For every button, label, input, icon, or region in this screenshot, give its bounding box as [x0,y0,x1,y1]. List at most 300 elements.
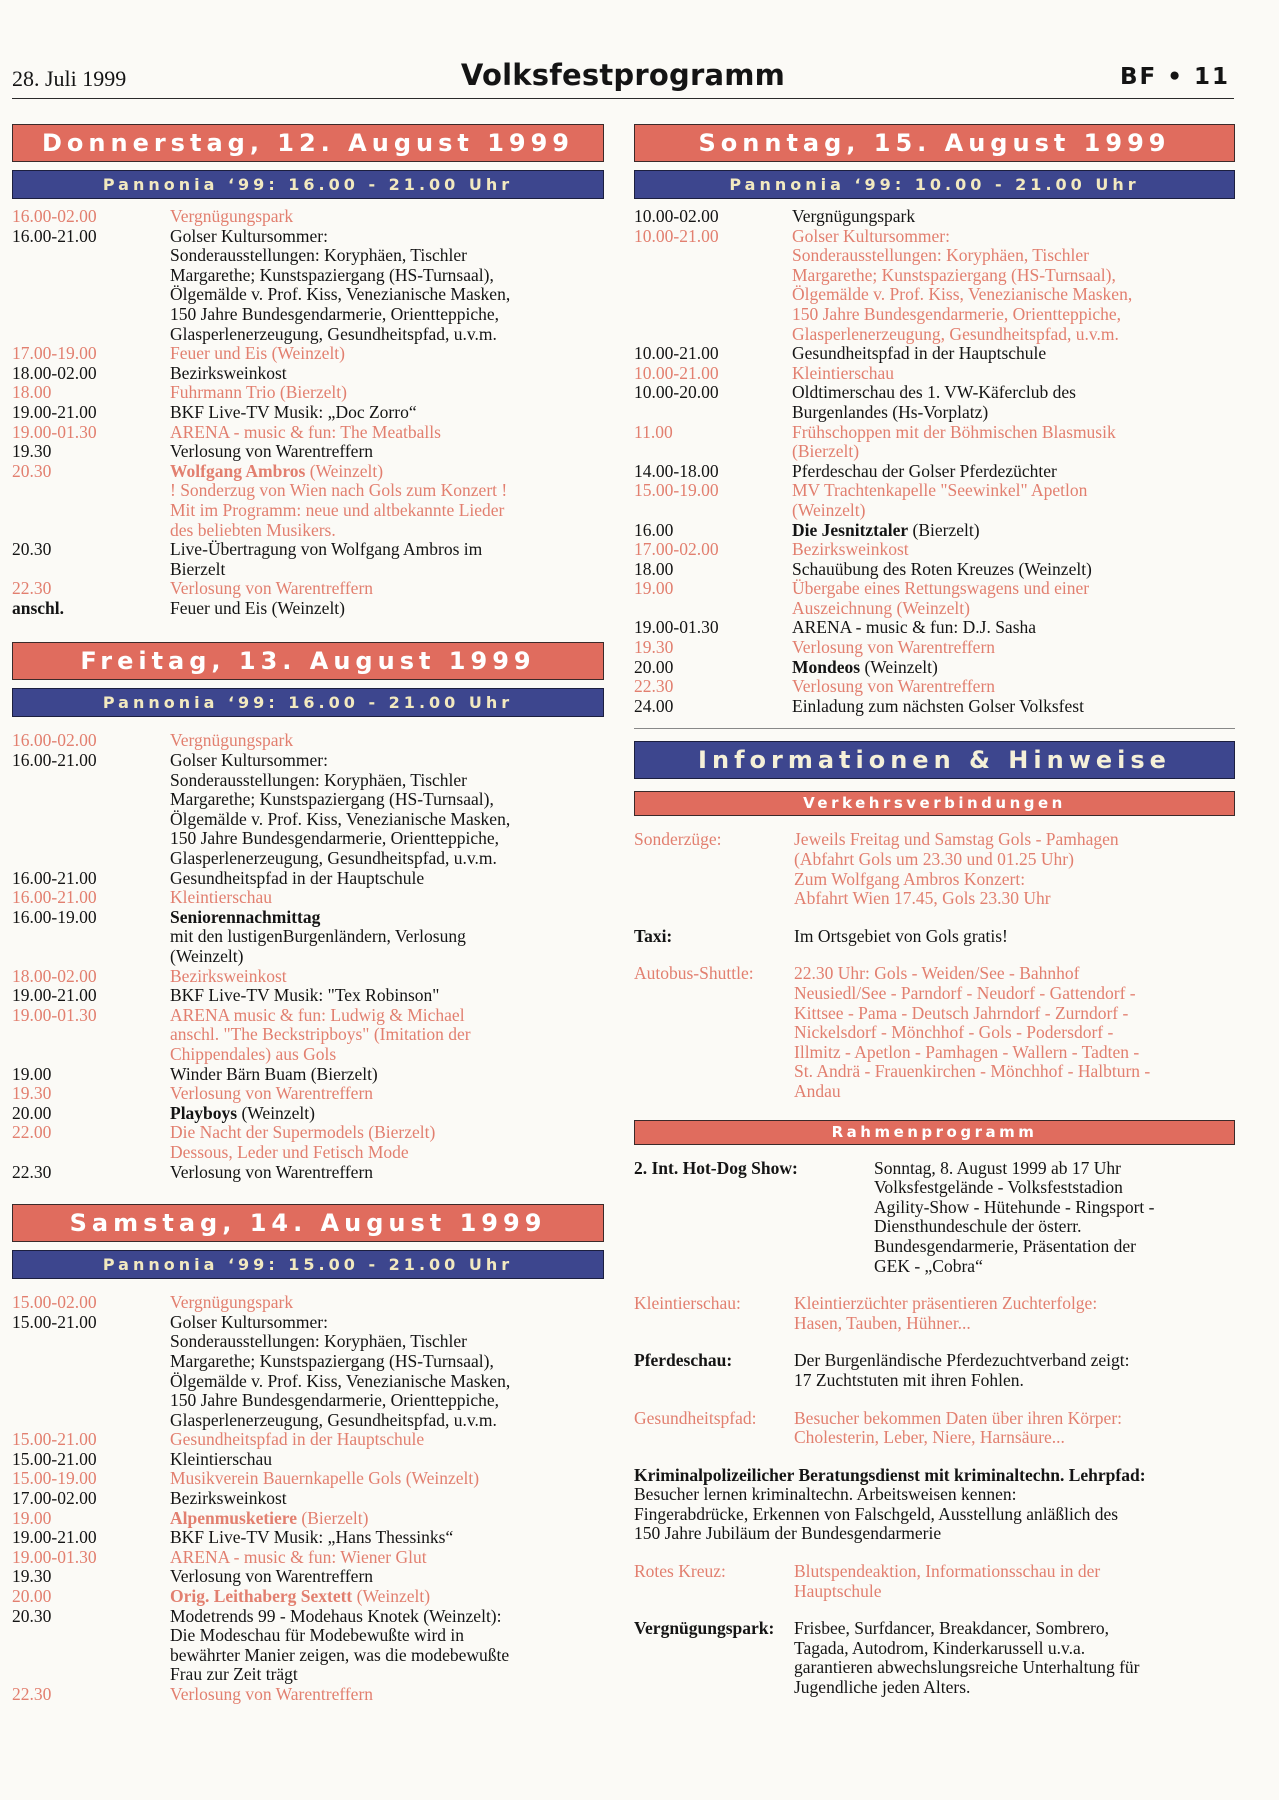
pferdeschau [634,1351,1235,1390]
event-time: 10.00-02.00 [634,206,719,226]
event-time: 14.00-18.00 [634,460,719,481]
event-time: 11.00 [634,421,673,442]
text-line: Gesundheitspfad in der Hauptschule [170,867,425,888]
verkehr-list [634,830,1235,1101]
text-line: (Bierzelt) [792,441,860,462]
text-line: Glasperlenerzeugung, Gesundheitspfad, u.v.m. [170,323,497,344]
event-description [792,344,1235,364]
event-row [12,462,604,540]
text-line: Nickelsdorf - Mönchhof - Gols - Podersdorf - [794,1022,1114,1043]
hotdog-text [874,1159,1154,1277]
text-line: ARENA - music & fun: The Meatballs [170,421,441,442]
text-line: Verlosung von Warentreffern [170,1566,374,1587]
text-line: Frühschoppen mit der Böhmischen Blasmusik [792,421,1116,442]
text-line: Glasperlenerzeugung, Gesundheitspfad, u.v.m. [170,1409,497,1430]
event-description [792,579,1235,618]
text-line: Orig. Leithaberg Sextett (Weinzelt) [170,1586,431,1607]
text-line: Frisbee, Surfdancer, Breakdancer, Sombrero, [794,1618,1109,1639]
text-line: Ölgemälde v. Prof. Kiss, Venezianische Masken, [792,284,1133,305]
kripo-title: Kriminalpolizeilicher Beratungsdienst mit kriminaltechn. Lehrpfad: [634,1464,1146,1485]
pannonia-hours: Pannonia ‘99: 16.00 - 21.00 Uhr [12,170,604,199]
text-line: Die Jesnitztaler (Bierzelt) [792,519,980,540]
day-section-freitag [12,642,604,1182]
pferde-text [794,1351,1129,1390]
event-time: 16.00-21.00 [12,750,97,771]
text-line: St. Andrä - Frauenkirchen - Mönchhof - Halbturn - [794,1061,1151,1082]
event-row [12,1006,604,1065]
text-line: Feuer und Eis (Weinzelt) [170,597,345,618]
event-time: 15.00-21.00 [12,1311,97,1332]
text-line: Zum Wolfgang Ambros Konzert: [794,868,1026,889]
pannonia-hours: Pannonia ‘99: 16.00 - 21.00 Uhr [12,688,604,717]
event-description [170,442,604,462]
kripo-text [634,1485,1235,1544]
event-time: 19.30 [12,1566,52,1587]
event-time: 22.30 [634,676,674,697]
event-time: 20.00 [12,1586,52,1607]
text-line: Fingerabdrücke, Erkennen von Falschgeld, Ausstellung anläßlich des [634,1503,1119,1524]
event-row [634,677,1235,697]
text-line: Golser Kultursommer: [170,1311,328,1332]
event-time: 15.00-21.00 [12,1448,97,1469]
text-line: Seniorennachmittag [170,906,321,927]
text-line: (Weinzelt) [170,946,244,966]
event-time: 15.00-21.00 [12,1429,97,1450]
event-description [170,1509,604,1529]
text-line: 150 Jahre Bundesgendarmerie, Orientteppiche, [170,828,499,849]
event-time: 10.00-21.00 [634,225,719,246]
text-line: Andau [794,1080,841,1101]
event-description [792,540,1235,560]
text-line: Auszeichnung (Weinzelt) [792,597,970,618]
text-line: Verlosung von Warentreffern [170,1684,374,1704]
rotes-kreuz [634,1562,1235,1601]
event-time: 19.00 [12,1063,52,1084]
kleintier-text [794,1294,1097,1333]
event-time: 19.00-01.30 [634,617,719,638]
day-banner: Samstag, 14. August 1999 [12,1204,604,1242]
event-row [634,207,1235,227]
day-banner: Sonntag, 15. August 1999 [634,124,1235,162]
event-row [12,986,604,1006]
event-row [12,1587,604,1607]
gesundheitspfad [634,1409,1235,1448]
event-time: 20.30 [12,460,52,481]
event-row [12,1567,604,1587]
event-row [634,227,1235,345]
page-number: BF • 11 [1120,64,1230,90]
day-banner: Donnerstag, 12. August 1999 [12,124,604,162]
event-description [170,1065,604,1085]
text-line: ARENA - music & fun: Wiener Glut [170,1546,427,1567]
event-description [170,908,604,967]
text-line: Sonderausstellungen: Koryphäen, Tischler [170,769,467,790]
text-line: Bierzelt [170,558,226,579]
event-time: 16.00-19.00 [12,906,97,927]
text-line: Musikverein Bauernkapelle Gols (Weinzelt) [170,1468,480,1489]
event-description [170,1469,604,1489]
event-description [170,344,604,364]
text-line: Golser Kultursommer: [170,225,328,246]
text-line: Feuer und Eis (Weinzelt) [170,343,345,364]
event-description [170,207,604,227]
event-time: 10.00-20.00 [634,382,719,403]
event-time: 18.00-02.00 [12,362,97,383]
event-row [634,481,1235,520]
text-line: mit den lustigenBurgenländern, Verlosung [170,926,466,947]
page-header [12,58,1234,99]
event-description [170,1293,604,1313]
text-line: BKF Live-TV Musik: "Tex Robinson" [170,985,440,1006]
text-line: Bezirksweinkost [170,965,287,986]
text-line: Golser Kultursommer: [792,225,950,246]
event-row [12,1313,604,1431]
text-line: Mit im Programm: neue und altbekannte Lieder [170,499,505,520]
event-row [12,908,604,967]
gesundheit-label: Gesundheitspfad: [634,1407,757,1428]
event-row [12,1509,604,1529]
text-line: bewährter Manier zeigen, was die modebewußte [170,1644,510,1665]
left-column [12,124,604,1705]
event-row [12,888,604,908]
text-line: Dessous, Leder und Fetisch Mode [170,1141,409,1162]
text-line: 150 Jahre Bundesgendarmerie, Orientteppiche, [170,303,499,324]
event-row [634,462,1235,482]
event-row [12,1104,604,1124]
text-line: (Weinzelt) [792,499,866,520]
kripo-block [634,1466,1235,1544]
vergnuegungspark [634,1619,1235,1697]
text-line: Ölgemälde v. Prof. Kiss, Venezianische Masken, [170,284,511,305]
event-row [12,1607,604,1685]
pannonia-hours: Pannonia ‘99: 15.00 - 21.00 Uhr [12,1250,604,1279]
event-row [12,1084,604,1104]
event-description [170,599,604,619]
text-line: Schauübung des Roten Kreuzes (Weinzelt) [792,558,1092,579]
event-time: 15.00-19.00 [12,1468,97,1489]
event-description [170,888,604,908]
text-line: ARENA - music & fun: D.J. Sasha [792,617,1037,638]
text-line: (Abfahrt Gols um 23.30 und 01.25 Uhr) [794,849,1074,870]
event-description [792,677,1235,697]
event-description [792,658,1235,678]
text-line: Bezirksweinkost [792,539,909,560]
text-line: Kleintierzüchter präsentieren Zuchterfolge: [794,1293,1098,1314]
day-section-samstag [12,1204,604,1704]
day-section-donnerstag [12,124,604,618]
text-line: Sonderausstellungen: Koryphäen, Tischler [170,245,467,266]
event-row [12,967,604,987]
event-description [170,1163,604,1183]
event-row [12,1163,604,1183]
event-row [12,1528,604,1548]
event-list [634,207,1235,716]
text-line: Neusiedl/See - Parndorf - Neudorf - Gattendorf - [794,983,1136,1003]
event-description [792,383,1235,422]
event-time: 15.00-19.00 [634,480,719,501]
event-row [12,1489,604,1509]
event-time: 19.00-01.30 [12,1546,97,1567]
text-line: Chippendales) aus Gols [170,1043,337,1064]
vergnuegung-label: Vergnügungspark: [634,1618,775,1639]
event-description [792,364,1235,384]
event-row [634,658,1235,678]
text-line: Playboys (Weinzelt) [170,1102,315,1123]
event-list [12,1293,604,1704]
event-time: 19.30 [12,1083,52,1104]
day-section-sonntag [634,124,1235,716]
event-row [12,1685,604,1705]
text-line: Der Burgenländische Pferdezuchtverband zeigt: [794,1350,1130,1371]
text-line: Übergabe eines Rettungswagens und einer [792,578,1090,599]
text-line: Illmitz - Apetlon - Pamhagen - Wallern - Tadten - [794,1041,1140,1062]
verkehr-row [634,964,1235,1101]
event-row [634,383,1235,422]
event-description [170,1528,604,1548]
event-description [170,1489,604,1509]
kleintierschau [634,1294,1235,1333]
text-line: ! Sonderzug von Wien nach Gols zum Konzert ! [170,480,508,501]
event-row [12,344,604,364]
text-line: Winder Bärn Buam (Bierzelt) [170,1063,378,1084]
event-row [12,751,604,869]
event-row [634,638,1235,658]
event-time: 20.00 [634,656,674,677]
text-line: Cholesterin, Leber, Niere, Harnsäure... [794,1427,1065,1448]
event-description [170,967,604,987]
event-description [792,560,1235,580]
day-banner: Freitag, 13. August 1999 [12,642,604,680]
event-list [12,207,604,618]
rahmen-banner: Rahmenprogramm [634,1120,1235,1145]
text-line: ARENA music & fun: Ludwig & Michael [170,1004,465,1025]
event-row [634,344,1235,364]
event-row [12,1469,604,1489]
text-line: Glasperlenerzeugung, Gesundheitspfad, u.v.m. [170,848,497,869]
text-line: Besucher bekommen Daten über ihren Körper: [794,1407,1123,1428]
event-time: 16.00-02.00 [12,730,97,751]
text-line: Besucher lernen kriminaltechn. Arbeitsweisen kennen: [634,1484,1017,1505]
event-description [170,1587,604,1607]
text-line: garantieren abwechslungsreiche Unterhaltung für [794,1657,1140,1678]
event-description [792,423,1235,462]
verkehr-text [794,927,1008,947]
event-row [12,423,604,443]
event-row [634,697,1235,717]
text-line: Burgenlandes (Hs-Vorplatz) [792,401,989,422]
event-time: 19.00-01.30 [12,421,97,442]
event-time: 22.00 [12,1122,52,1143]
verkehr-text [794,830,1119,908]
text-line: Verlosung von Warentreffern [170,441,374,462]
text-line: Kleintierschau [170,1448,273,1469]
text-line: Verlosung von Warentreffern [170,1083,374,1104]
section-divider [634,728,1235,729]
event-row [12,599,604,619]
event-time: 20.00 [12,1102,52,1123]
text-line: 150 Jahre Bundesgendarmerie, Orientteppiche, [792,303,1121,324]
text-line: Verlosung von Warentreffern [792,676,996,697]
text-line: Margarethe; Kunstspaziergang (HS-Turnsaal), [170,1350,494,1371]
event-row [12,579,604,599]
text-line: 22.30 Uhr: Gols - Weiden/See - Bahnhof [794,963,1080,984]
text-line: anschl. "The Beckstripboys" (Imitation der [170,1024,471,1045]
hotdog-show [634,1159,1235,1277]
event-description [170,1450,604,1470]
event-time: 19.00-21.00 [12,401,97,422]
text-line: Kleintierschau [170,887,273,908]
text-line: Glasperlenerzeugung, Gesundheitspfad, u.v.m. [792,323,1119,344]
event-time: 17.00-02.00 [634,539,719,560]
text-line: Bezirksweinkost [170,362,287,383]
event-time: 16.00 [634,519,674,540]
text-line: Margarethe; Kunstspaziergang (HS-Turnsaal), [170,264,494,285]
text-line: Agility-Show - Hütehunde - Ringsport - [874,1196,1155,1217]
event-row [12,227,604,345]
event-description [170,1313,604,1431]
verkehr-label: Autobus-Shuttle: [634,963,754,984]
event-time: 16.00-21.00 [12,887,97,908]
text-line: Vergnügungspark [170,206,294,226]
event-row [12,1293,604,1313]
text-line: Jeweils Freitag und Samstag Gols - Pamhagen [794,829,1119,850]
event-row [634,521,1235,541]
event-description [170,731,604,751]
text-line: Pferdeschau der Golser Pferdezüchter [792,460,1057,481]
event-time: 19.00 [634,578,674,599]
event-description [170,1006,604,1065]
event-row [634,560,1235,580]
event-row [12,1065,604,1085]
text-line: Oldtimerschau des 1. VW-Käferclub des [792,382,1076,403]
event-description [792,618,1235,638]
text-line: BKF Live-TV Musik: „Doc Zorro“ [170,401,417,422]
text-line: Einladung zum nächsten Golser Volksfest [792,695,1084,716]
text-line: Frau zur Zeit trägt [170,1664,298,1685]
event-time: 16.00-21.00 [12,867,97,888]
event-description [170,540,604,579]
event-row [12,1123,604,1162]
text-line: Diensthundeschule der österr. [874,1216,1082,1237]
event-time: 19.00-21.00 [12,1527,97,1548]
event-time: 10.00-21.00 [634,362,719,383]
event-time: 15.00-02.00 [12,1292,97,1313]
event-time: 19.00 [12,1507,52,1528]
event-description [792,227,1235,345]
event-row [12,1450,604,1470]
text-line: Modetrends 99 - Modehaus Knotek (Weinzelt): [170,1605,502,1626]
event-row [634,423,1235,462]
text-line: Bezirksweinkost [170,1488,287,1509]
text-line: Kittsee - Pama - Deutsch Jahrndorf - Zurndorf - [794,1002,1129,1023]
verkehr-row [634,830,1235,908]
text-line: Margarethe; Kunstspaziergang (HS-Turnsaal), [170,789,494,810]
event-row [12,1548,604,1568]
event-description [792,481,1235,520]
text-line: Live-Übertragung von Wolfgang Ambros im [170,539,483,560]
text-line: MV Trachtenkapelle "Seewinkel" Apetlon [792,480,1088,501]
event-time: 16.00-21.00 [12,225,97,246]
text-line: 150 Jahre Jubiläum der Bundesgendarmerie [634,1523,942,1544]
text-line: Hauptschule [794,1580,882,1601]
event-description [170,1607,604,1685]
event-description [170,227,604,345]
event-time: 22.30 [12,1161,52,1182]
event-time: 17.00-02.00 [12,1488,97,1509]
text-line: Im Ortsgebiet von Gols gratis! [794,925,1008,946]
pannonia-hours: Pannonia ‘99: 10.00 - 21.00 Uhr [634,170,1235,199]
text-line: Vergnügungspark [792,206,916,226]
gesundheit-text [794,1409,1122,1448]
hotdog-label: 2. Int. Hot-Dog Show: [634,1157,798,1178]
verkehr-label: Taxi: [634,925,673,946]
event-time: 18.00-02.00 [12,965,97,986]
text-line: des beliebten Musikers. [170,519,336,540]
event-time: 17.00-19.00 [12,343,97,364]
event-time: 20.30 [12,1605,52,1626]
right-column [634,124,1235,1698]
event-time: 18.00 [634,558,674,579]
text-line: Golser Kultursommer: [170,750,328,771]
text-line: Margarethe; Kunstspaziergang (HS-Turnsaal), [792,264,1116,285]
event-description [170,1685,604,1705]
event-time: 24.00 [634,695,674,716]
text-line: Vergnügungspark [170,1292,294,1313]
text-line: Bundesgendarmerie, Präsentation der [874,1235,1136,1256]
event-description [170,1567,604,1587]
event-row [12,403,604,423]
text-line: Mondeos (Weinzelt) [792,656,938,677]
event-description [170,1084,604,1104]
text-line: Vergnügungspark [170,730,294,751]
rotkreuz-label: Rotes Kreuz: [634,1561,726,1582]
event-row [634,540,1235,560]
text-line: 150 Jahre Bundesgendarmerie, Orientteppiche, [170,1390,499,1411]
event-row [12,731,604,751]
event-row [12,383,604,403]
event-description [170,1123,604,1162]
event-time: anschl. [12,597,65,618]
event-time: 19.00-01.30 [12,1004,97,1025]
event-description [170,423,604,443]
text-line: Die Modeschau für Modebewußte wird in [170,1625,465,1646]
text-line: 17 Zuchtstuten mit ihren Fohlen. [794,1369,1024,1390]
event-description [170,1430,604,1450]
text-line: Alpenmusketiere (Bierzelt) [170,1507,369,1528]
verkehr-banner: Verkehrsverbindungen [634,791,1235,816]
verkehr-text [794,964,1150,1101]
event-description [170,383,604,403]
event-time: 19.30 [634,637,674,658]
text-line: Verlosung von Warentreffern [170,1161,374,1182]
event-time: 19.00-21.00 [12,985,97,1006]
event-row [12,442,604,462]
verkehr-label: Sonderzüge: [634,829,722,850]
verkehr-row [634,927,1235,947]
text-line: GEK - „Cobra“ [874,1255,983,1276]
text-line: Abfahrt Wien 17.45, Gols 23.30 Uhr [794,888,1051,909]
event-time: 18.00 [12,382,52,403]
event-row [634,579,1235,618]
event-time: 20.30 [12,539,52,560]
info-section [634,741,1235,1697]
event-description [170,1548,604,1568]
text-line: Fuhrmann Trio (Bierzelt) [170,382,347,403]
text-line: Die Nacht der Supermodels (Bierzelt) [170,1122,436,1143]
event-row [634,618,1235,638]
event-description [792,697,1235,717]
text-line: Wolfgang Ambros (Weinzelt) [170,460,384,481]
